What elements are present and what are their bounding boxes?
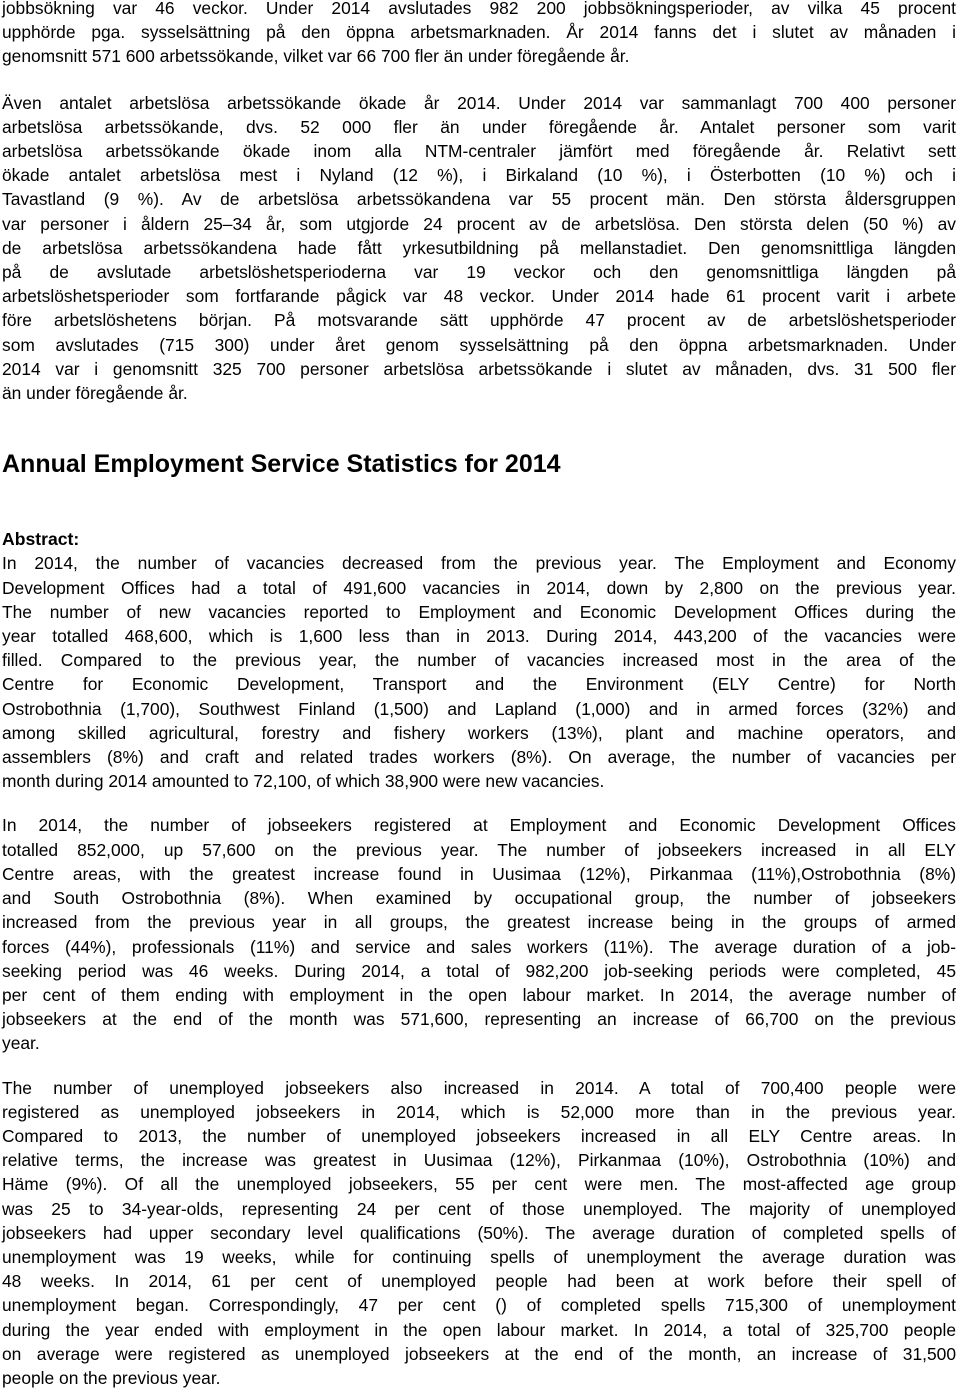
text-line: Centre for Economic Development, Transport and the Environment (ELY Centre) for North (2, 674, 956, 695)
english-unemployed-paragraph (2, 1076, 956, 1391)
text-line: assemblers (8%) and craft and related trades workers (8%). On average, the number of vacancies per (2, 747, 956, 768)
text-line: än under föregående år. (2, 383, 188, 404)
text-line: Häme (9%). Of all the unemployed jobseekers, 55 per cent were men. The most-affected age group (2, 1174, 956, 1195)
text-line: In 2014, the number of vacancies decreased from the previous year. The Employment and Economy (2, 553, 956, 574)
text-line: jobseekers at the end of the month was 571,600, representing an increase of 66,700 on the previous (2, 1009, 956, 1030)
text-line: ökade antalet arbetslösa mest i Nyland (12 %), i Birkaland (10 %), i Österbotten (10 %) och i (2, 165, 956, 186)
text-line: unemployment was 19 weeks, while for continuing spells of unemployment the average duration was (2, 1246, 956, 1267)
text-line: de arbetslösa arbetssökandena hade fått yrkesutbildning på mellanstadiet. Den genomsnittliga längden (2, 237, 956, 258)
text-line: forces (44%), professionals (11%) and service and sales workers (11%). The average duration of a job- (2, 936, 956, 957)
abstract-label: Abstract: (2, 529, 80, 550)
text-line: The number of unemployed jobseekers also increased in 2014. A total of 700,400 people were (2, 1077, 956, 1098)
text-line: Även antalet arbetslösa arbetssökande ökade år 2014. Under 2014 var sammanlagt 700 400 personer (2, 92, 956, 113)
text-line: arbetslösa arbetssökande ökade inom alla NTM-centraler jämfört med föregående år. Relativt sett (2, 141, 956, 162)
text-line: unemployment began. Correspondingly, 47 per cent () of completed spells 715,300 of unemployment (2, 1295, 956, 1316)
text-line: jobseekers had upper secondary level qualifications (50%). The average duration of completed spells of (2, 1222, 956, 1243)
text-line: på de avslutade arbetslöshetsperioderna var 19 veckor och den genomsnittliga längden på (2, 262, 956, 283)
text-line: The number of new vacancies reported to Employment and Economic Development Offices during the (2, 601, 956, 622)
text-line: som avslutades (715 300) under året genom sysselsättning på den öppna arbetsmarknaden. Under (2, 334, 956, 355)
text-line: increased from the previous year in all groups, the greatest increase being in the groups of armed (2, 912, 956, 933)
text-line: In 2014, the number of jobseekers registered at Employment and Economic Development Offices (2, 815, 956, 836)
text-line: per cent of them ending with employment in the open labour market. In 2014, the average number of (2, 984, 956, 1005)
english-jobseekers-paragraph (2, 813, 956, 1055)
text-line: during the year ended with employment in the open labour market. In 2014, a total of 325,700 people (2, 1319, 956, 1340)
text-line: Centre areas, with the greatest increase found in Uusimaa (12%), Pirkanmaa (11%),Ostrobothnia (8%) (2, 863, 956, 884)
text-line: year totalled 468,600, which is 1,600 less than in 2013. During 2014, 443,200 of the vacancies were (2, 626, 956, 647)
text-line: jobbsökning var 46 veckor. Under 2014 avslutades 982 200 jobbsökningsperioder, av vilka 45 procent (2, 0, 956, 18)
text-line: upphörde pga. sysselsättning på den öppna arbetsmarknaden. År 2014 fanns det i slutet av månaden i (2, 22, 956, 43)
swedish-unemployed-paragraph (2, 91, 956, 406)
text-line: on average were registered as unemployed jobseekers at the end of the month, an increase of 31,500 (2, 1343, 956, 1364)
text-line: people on the previous year. (2, 1367, 221, 1388)
text-line: Tavastland (9 %). Av de arbetslösa arbetssökandena var 55 procent män. Den största åldersgruppen (2, 189, 956, 210)
text-line: month during 2014 amounted to 72,100, of which 38,900 were new vacancies. (2, 771, 605, 792)
text-line: före arbetslöshetens början. På motsvarande sätt upphörde 47 procent av de arbetslöshetsperioder (2, 310, 956, 331)
text-line: totalled 852,000, up 57,600 on the previous year. The number of jobseekers increased in all ELY (2, 839, 956, 860)
english-vacancies-paragraph (2, 551, 956, 793)
text-line: seeking period was 46 weeks. During 2014, a total of 982,200 job-seeking periods were completed, 45 (2, 960, 956, 981)
text-line: arbetslösa arbetssökande, dvs. 52 000 fler än under föregående år. Antalet personer som varit (2, 116, 956, 137)
text-line: Compared to 2013, the number of unemployed jobseekers increased in all ELY Centre areas. In (2, 1125, 956, 1146)
text-line: 2014 var i genomsnitt 325 700 personer arbetslösa arbetssökande i slutet av månaden, dvs. 31 500 fler (2, 358, 956, 379)
text-line: year. (2, 1033, 40, 1054)
text-line: and South Ostrobothnia (8%). When examined by occupational group, the number of jobseekers (2, 888, 956, 909)
text-line: genomsnitt 571 600 arbetssökande, vilket var 66 700 fler än under föregående år. (2, 46, 630, 67)
text-line: var personer i åldern 25–34 år, som utgjorde 24 procent av de arbetslösa. Den största delen (50 %) av (2, 213, 956, 234)
text-line: registered as unemployed jobseekers in 2014, which is 52,000 more than in the previous year. (2, 1101, 956, 1122)
text-line: arbetslöshetsperioder som fortfarande pågick var 48 veckor. Under 2014 hade 61 procent varit i arbete (2, 286, 956, 307)
document-page (2, 0, 956, 1390)
text-line: Ostrobothnia (1,700), Southwest Finland (1,500) and Lapland (1,000) and in armed forces (32%) and (2, 698, 956, 719)
text-line: relative terms, the increase was greatest in Uusimaa (12%), Pirkanmaa (10%), Ostrobothnia (10%) and (2, 1150, 956, 1171)
text-line: 48 weeks. In 2014, 61 per cent of unemployed people had been at work before their spell of (2, 1271, 956, 1292)
text-line: was 25 to 34-year-olds, representing 24 per cent of those unemployed. The majority of unemployed (2, 1198, 956, 1219)
page-title: Annual Employment Service Statistics for 2014 (2, 450, 561, 479)
text-line: among skilled agricultural, forestry and fishery workers (13%), plant and machine operators, and (2, 722, 956, 743)
text-line: filled. Compared to the previous year, the number of vacancies increased most in the area of the (2, 650, 956, 671)
text-line: Development Offices had a total of 491,600 vacancies in 2014, down by 2,800 on the previous year. (2, 577, 956, 598)
swedish-intro-paragraph (2, 0, 956, 69)
